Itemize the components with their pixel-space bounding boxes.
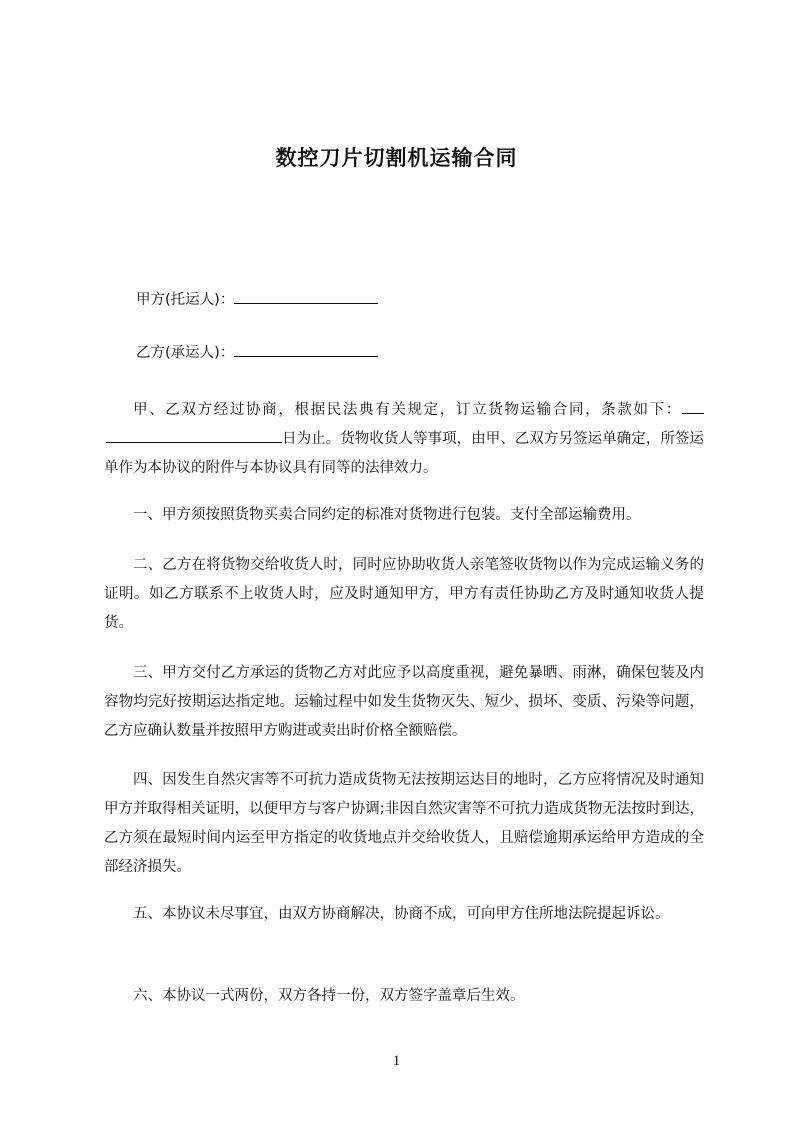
date-blank-2[interactable]: [106, 441, 282, 443]
party-b-line: [136, 339, 736, 368]
date-blank-1[interactable]: [682, 412, 704, 414]
clause-2-text: 二、乙方在将货物交给收货人时，同时应协助收货人亲笔签收货物以作为完成运输义务的证明。如乙方联系不上收货人时，应及时通知甲方，甲方有责任协助乙方及时通知收货人提货。: [104, 557, 704, 631]
clause-6-text: 六、本协议一式两份，双方各持一份，双方签字盖章后生效。: [133, 988, 525, 1004]
clause-4-text: 四、因发生自然灾害等不可抗力造成货物无法按期运达目的地时，乙方应将情况及时通知甲方并取得相关证明，以便甲方与客户协调;非因自然灾害等不可抗力造成货物无法按时到达，乙方须在最短时间内运至甲方指定的收货地点并交给收货人，且赔偿逾期承运给甲方造成的全部经济损失。: [104, 772, 704, 875]
intro-paragraph: [104, 396, 704, 483]
clause-1: [104, 501, 704, 530]
intro-text-2: 日为止。货物收货人等事项，由甲、乙双方另签运单确定，所签运单作为本协议的附件与本协议具有同等的法律效力。: [104, 431, 704, 476]
party-a-label: 甲方(托运人)：: [136, 292, 235, 308]
clause-5: [104, 900, 704, 929]
clause-4: [104, 766, 704, 882]
intro-text: 甲、乙双方经过协商，根据民法典有关规定，订立货物运输合同，条款如下：: [133, 402, 682, 418]
clause-5-text: 五、本协议未尽事宜，由双方协商解决，协商不成，可向甲方住所地法院提起诉讼。: [133, 906, 670, 922]
clause-1-text: 一、甲方须按照货物买卖合同约定的标准对货物进行包装。支付全部运输费用。: [133, 507, 641, 523]
party-a-line: [136, 286, 736, 315]
clause-2: [104, 551, 704, 638]
clause-3: [104, 659, 704, 746]
party-b-label: 乙方(承运人)：: [136, 345, 235, 361]
party-a-blank[interactable]: [234, 302, 378, 304]
clause-6: [104, 982, 704, 1011]
party-b-blank[interactable]: [234, 355, 378, 357]
page-number: 1: [392, 1053, 401, 1069]
document-title: 数控刀片切割机运输合同: [275, 146, 518, 170]
clause-3-text: 三、甲方交付乙方承运的货物乙方对此应予以高度重视，避免暴晒、雨淋，确保包装及内容物均完好按期运达指定地。运输过程中如发生货物灭失、短少、损坏、变质、污染等问题，乙方应确认数量并按照甲方购进或卖出时价格全额赔偿。: [104, 665, 704, 739]
